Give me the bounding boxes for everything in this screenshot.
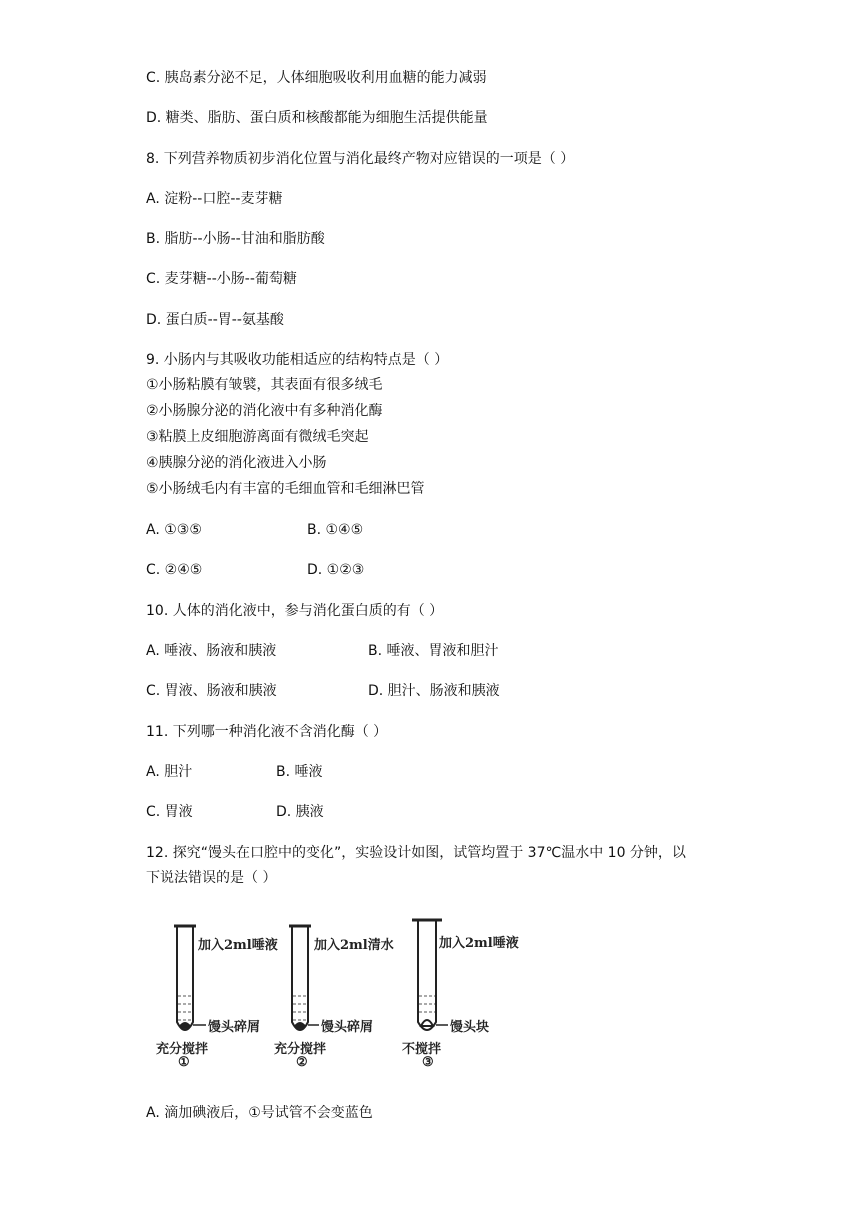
tube-1-number: ① bbox=[178, 1055, 190, 1070]
tube-2-stir-label: 充分搅拌 bbox=[274, 1042, 327, 1057]
tube-2-number: ② bbox=[296, 1055, 308, 1070]
question-8: 8. 下列营养物质初步消化位置与消化最终产物对应错误的一项是（ ） bbox=[146, 151, 575, 167]
option-11a: A. 胆汁 bbox=[146, 764, 193, 780]
tube-3-number: ③ bbox=[422, 1055, 434, 1070]
tube-3-add-label: 加入2ml唾液 bbox=[439, 936, 519, 951]
option-7c: C. 胰岛素分泌不足，人体细胞吸收利用血糖的能力减弱 bbox=[146, 70, 487, 86]
option-7d: D. 糖类、脂肪、蛋白质和核酸都能为细胞生活提供能量 bbox=[146, 110, 488, 126]
question-10: 10. 人体的消化液中，参与消化蛋白质的有（ ） bbox=[146, 603, 444, 619]
option-8a: A. 淀粉--口腔--麦芽糖 bbox=[146, 191, 283, 207]
option-8c: C. 麦芽糖--小肠--葡萄糖 bbox=[146, 271, 297, 287]
statement-9-2: ②小肠腺分泌的消化液中有多种消化酶 bbox=[146, 403, 383, 419]
question-12-line2: 下说法错误的是（ ） bbox=[146, 870, 277, 886]
option-11b: B. 唾液 bbox=[276, 764, 323, 780]
statement-9-4: ④胰腺分泌的消化液进入小肠 bbox=[146, 455, 327, 471]
tube-3-stir-label: 不搅拌 bbox=[402, 1042, 442, 1057]
option-9a: A. ①③⑤ bbox=[146, 522, 202, 538]
option-9d: D. ①②③ bbox=[307, 562, 365, 578]
option-10a: A. 唾液、肠液和胰液 bbox=[146, 643, 277, 659]
option-10b: B. 唾液、胃液和胆汁 bbox=[368, 643, 499, 659]
statement-9-3: ③粘膜上皮细胞游离面有微绒毛突起 bbox=[146, 429, 369, 445]
tube-2-add-label: 加入2ml清水 bbox=[314, 938, 394, 953]
tube-1-content-label: 馒头碎屑 bbox=[208, 1020, 261, 1035]
option-11c: C. 胃液 bbox=[146, 804, 193, 820]
option-11d: D. 胰液 bbox=[276, 804, 324, 820]
test-tube-figure bbox=[146, 912, 526, 1082]
tube-3-content-label: 馒头块 bbox=[450, 1020, 490, 1035]
tube-2-content-label: 馒头碎屑 bbox=[321, 1020, 374, 1035]
option-9c: C. ②④⑤ bbox=[146, 562, 203, 578]
option-8b: B. 脂肪--小肠--甘油和脂肪酸 bbox=[146, 231, 325, 247]
option-10c: C. 胃液、肠液和胰液 bbox=[146, 683, 277, 699]
statement-9-1: ①小肠粘膜有皱襞，其表面有很多绒毛 bbox=[146, 377, 383, 393]
tube-1-stir-label: 充分搅拌 bbox=[156, 1042, 209, 1057]
option-10d: D. 胆汁、肠液和胰液 bbox=[368, 683, 500, 699]
statement-9-5: ⑤小肠绒毛内有丰富的毛细血管和毛细淋巴管 bbox=[146, 481, 425, 497]
tube-1-add-label: 加入2ml唾液 bbox=[198, 938, 278, 953]
question-12-line1: 12. 探究“馒头在口腔中的变化”，实验设计如图，试管均置于 37℃温水中 10 分钟，以 bbox=[146, 845, 686, 861]
option-9b: B. ①④⑤ bbox=[307, 522, 364, 538]
option-12a: A. 滴加碘液后，①号试管不会变蓝色 bbox=[146, 1105, 373, 1121]
question-11: 11. 下列哪一种消化液不含消化酶（ ） bbox=[146, 724, 388, 740]
option-8d: D. 蛋白质--胃--氨基酸 bbox=[146, 312, 284, 328]
question-9: 9. 小肠内与其吸收功能相适应的结构特点是（ ） bbox=[146, 352, 449, 368]
